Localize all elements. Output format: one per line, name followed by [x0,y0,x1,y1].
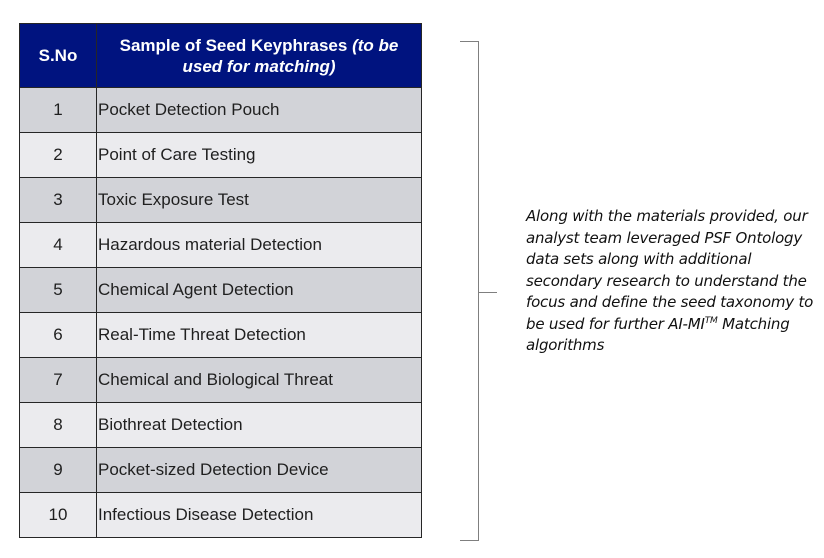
row-number: 6 [20,313,97,358]
row-keyphrase: Infectious Disease Detection [97,493,422,538]
bracket-pointer [479,292,497,293]
row-keyphrase: Toxic Exposure Test [97,178,422,223]
table-header-row [20,24,422,88]
table-row [20,223,422,268]
keyphrase-header-label: Sample of Seed Keyphrases [119,35,348,55]
table-row [20,268,422,313]
row-number: 10 [20,493,97,538]
row-number: 5 [20,268,97,313]
row-keyphrase: Pocket Detection Pouch [97,88,422,133]
row-number: 3 [20,178,97,223]
table-row [20,403,422,448]
table-row [20,493,422,538]
row-keyphrase: Biothreat Detection [97,403,422,448]
methodology-note [526,206,816,357]
table-row [20,133,422,178]
row-number: 9 [20,448,97,493]
row-number: 1 [20,88,97,133]
row-number: 7 [20,358,97,403]
row-keyphrase: Point of Care Testing [97,133,422,178]
row-keyphrase: Real-Time Threat Detection [97,313,422,358]
keyphrase-header [97,24,422,88]
row-number: 4 [20,223,97,268]
trademark-superscript: TM [704,315,718,326]
row-number: 8 [20,403,97,448]
row-keyphrase: Pocket-sized Detection Device [97,448,422,493]
table-row [20,448,422,493]
keyphrase-header-hint: (to be used for matching) [182,35,399,76]
table-row [20,178,422,223]
row-number: 2 [20,133,97,178]
seed-keyphrase-table [19,23,422,538]
row-keyphrase: Hazardous material Detection [97,223,422,268]
right-curly-bracket [460,41,479,541]
note-text: Along with the materials provided, our analyst team leveraged PSF Ontology data sets along with additional secondary research to understand the focus and define the seed taxonomy to be used for further AI-MI [526,207,814,333]
table-row [20,88,422,133]
row-keyphrase: Chemical and Biological Threat [97,358,422,403]
note-text-end: Matching algorithms [526,314,790,354]
serial-number-header: S.No [20,24,97,88]
table-row [20,313,422,358]
table-row [20,358,422,403]
row-keyphrase: Chemical Agent Detection [97,268,422,313]
